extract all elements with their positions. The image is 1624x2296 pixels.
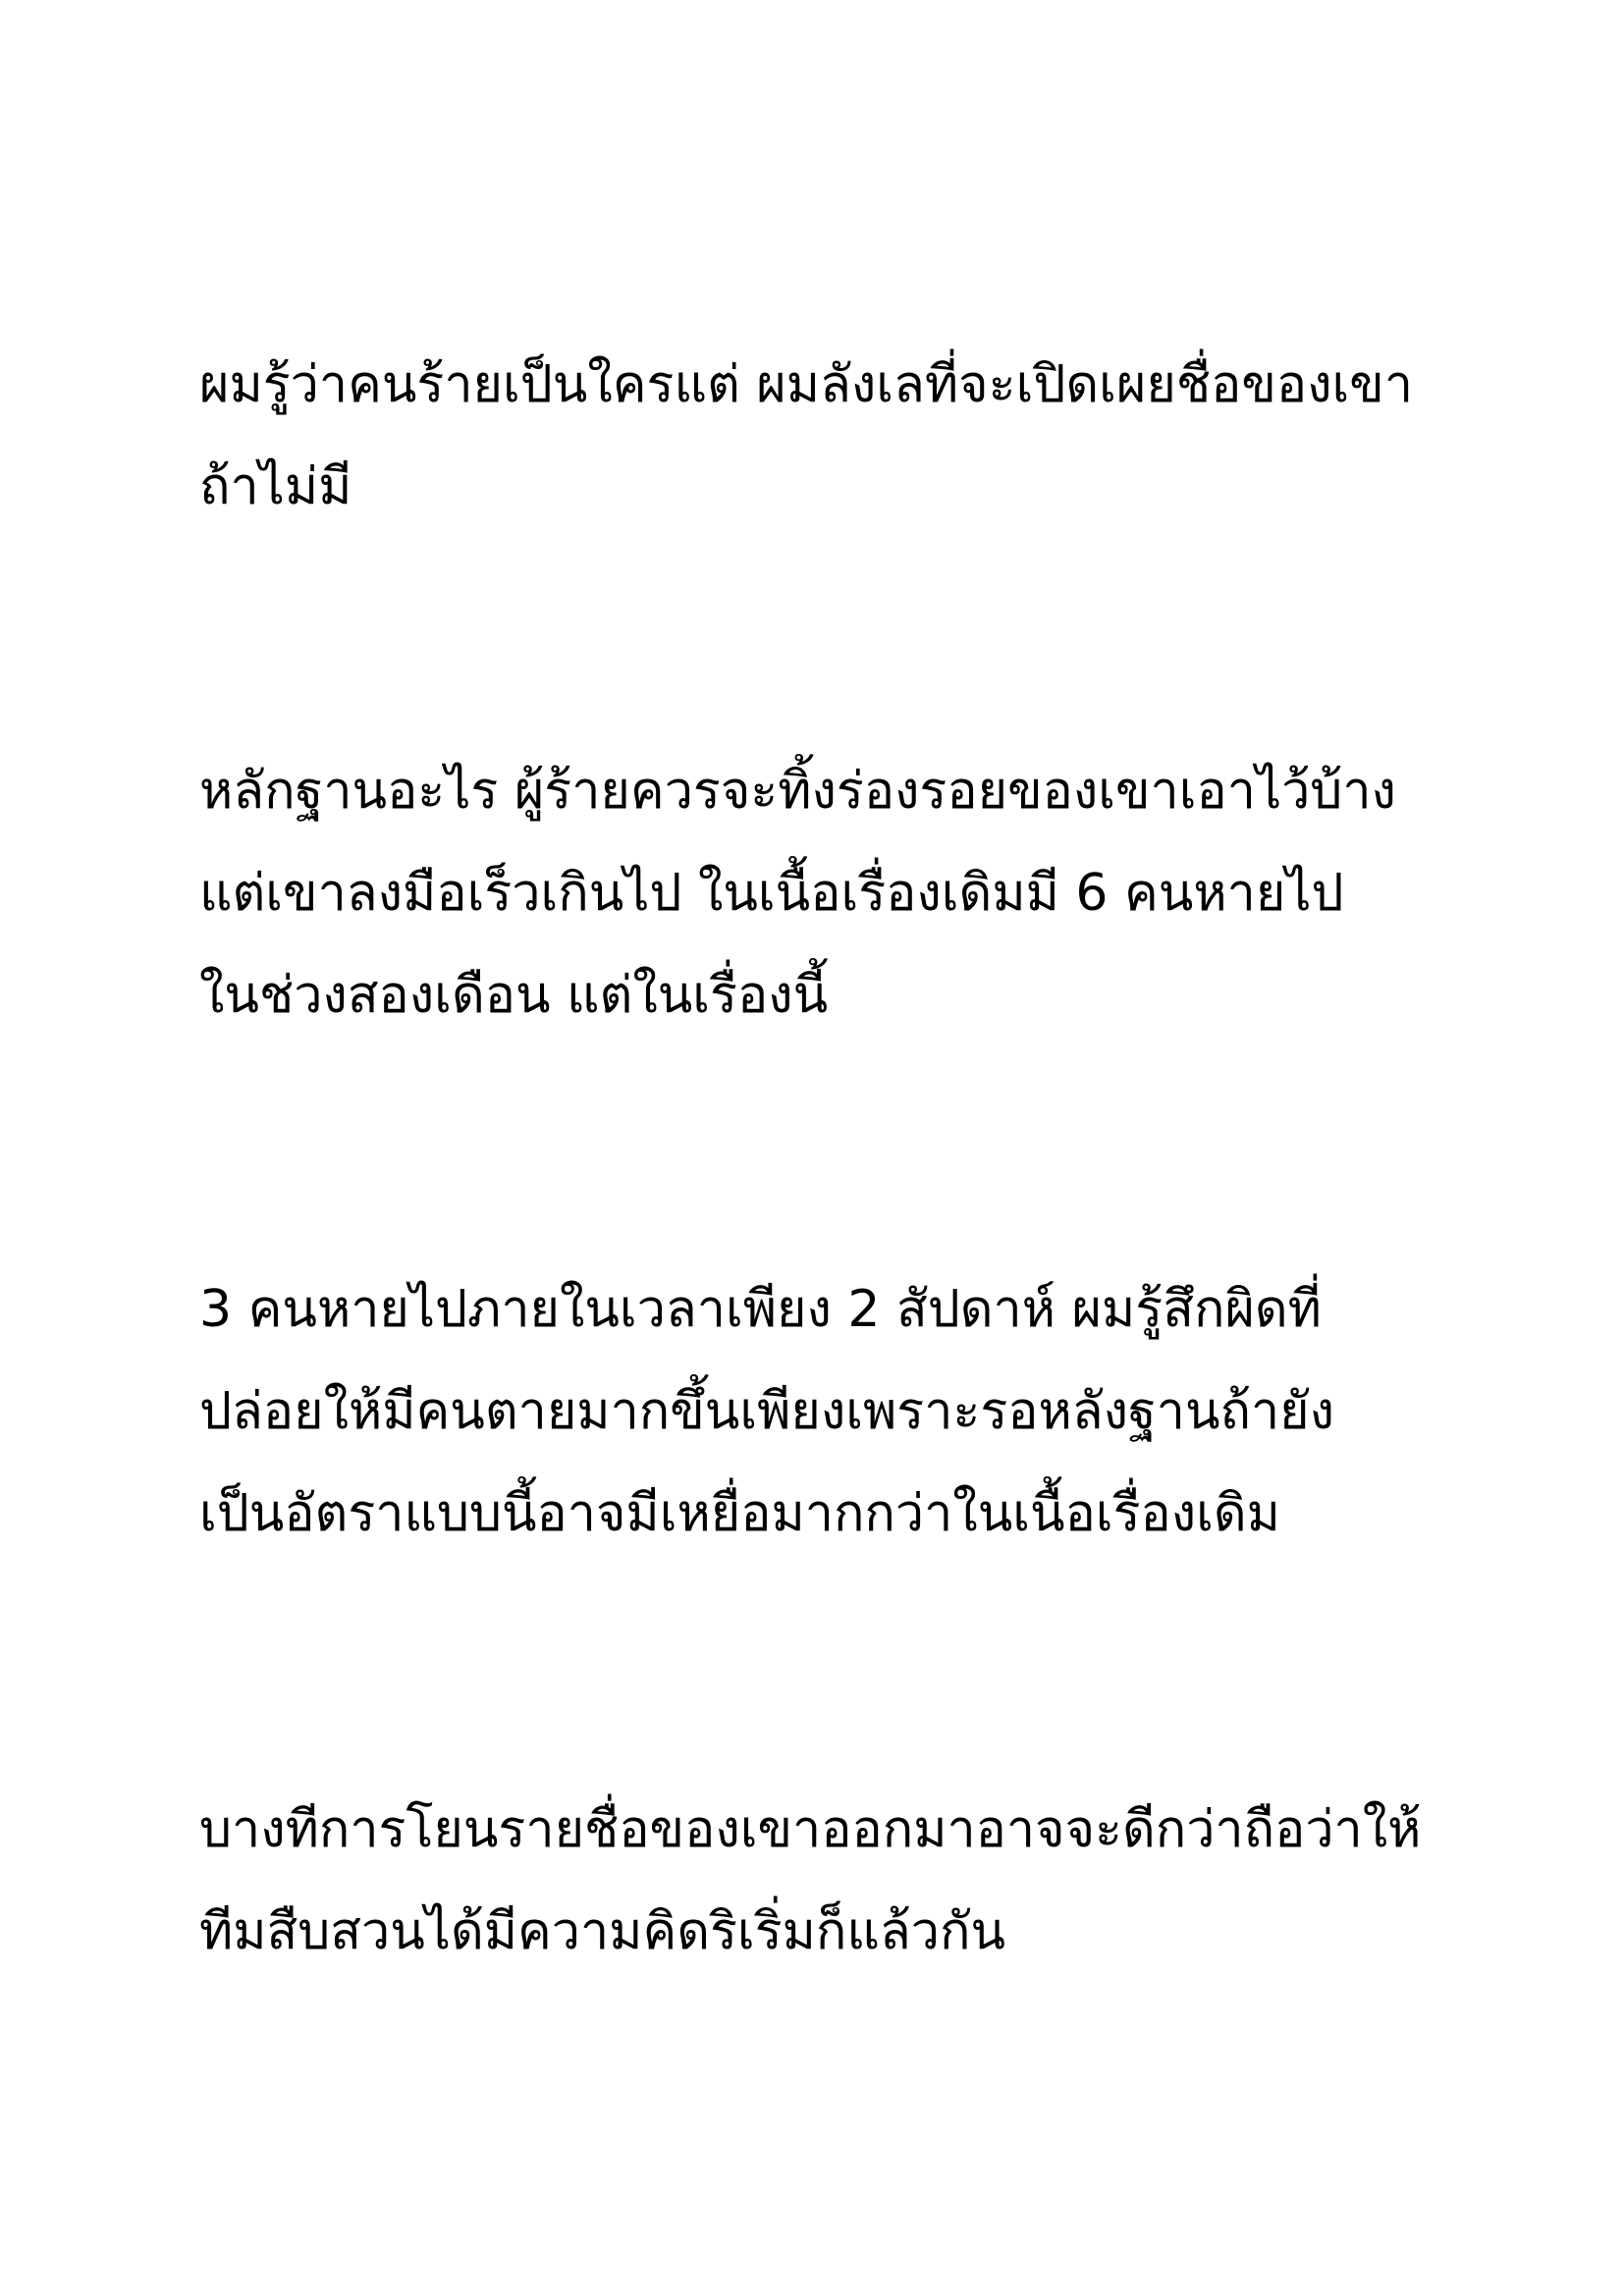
paragraph-2 xyxy=(199,762,1476,1025)
paragraph-line: ผมรู้ว่าคนร้ายเป็นใครแต่ ผมลังเลที่จะเปิดเผยชื่อของเขา xyxy=(199,355,1414,414)
paragraph-line: ทีมสืบสวนได้มีความคิดริเริ่มก็แล้วกัน xyxy=(199,1902,1006,1961)
paragraph-line: ในช่วงสองเดือน แต่ในเรื่องนี้ xyxy=(199,966,829,1025)
paragraph-line: 3 คนหายไปภายในเวลาเพียง 2 สัปดาห์ ผมรู้สึกผิดที่ xyxy=(199,1280,1322,1339)
paragraph-line: ปล่อยให้มีคนตายมากขึ้นเพียงเพราะรอหลังฐานถ้ายัง xyxy=(199,1382,1335,1441)
paragraph-line: หลักฐานอะไร ผู้ร้ายควรจะทิ้งร่องรอยของเขาเอาไว้บ้าง xyxy=(199,762,1396,821)
paragraph-3 xyxy=(199,1280,1476,1543)
paragraph-4 xyxy=(199,1800,1476,1961)
paragraph-line: ถ้าไม่มี xyxy=(199,457,352,516)
paragraph-line: บางทีการโยนรายชื่อของเขาออกมาอาจจะดีกว่าถือว่าให้ xyxy=(199,1800,1422,1859)
paragraph-1 xyxy=(199,355,1476,516)
paragraph-line: เป็นอัตราแบบนี้อาจมีเหยื่อมากกว่าในเนื้อเรื่องเดิม xyxy=(199,1484,1280,1543)
paragraph-line: แต่เขาลงมือเร็วเกินไป ในเนื้อเรื่องเดิมมี 6 คนหายไป xyxy=(199,864,1344,923)
